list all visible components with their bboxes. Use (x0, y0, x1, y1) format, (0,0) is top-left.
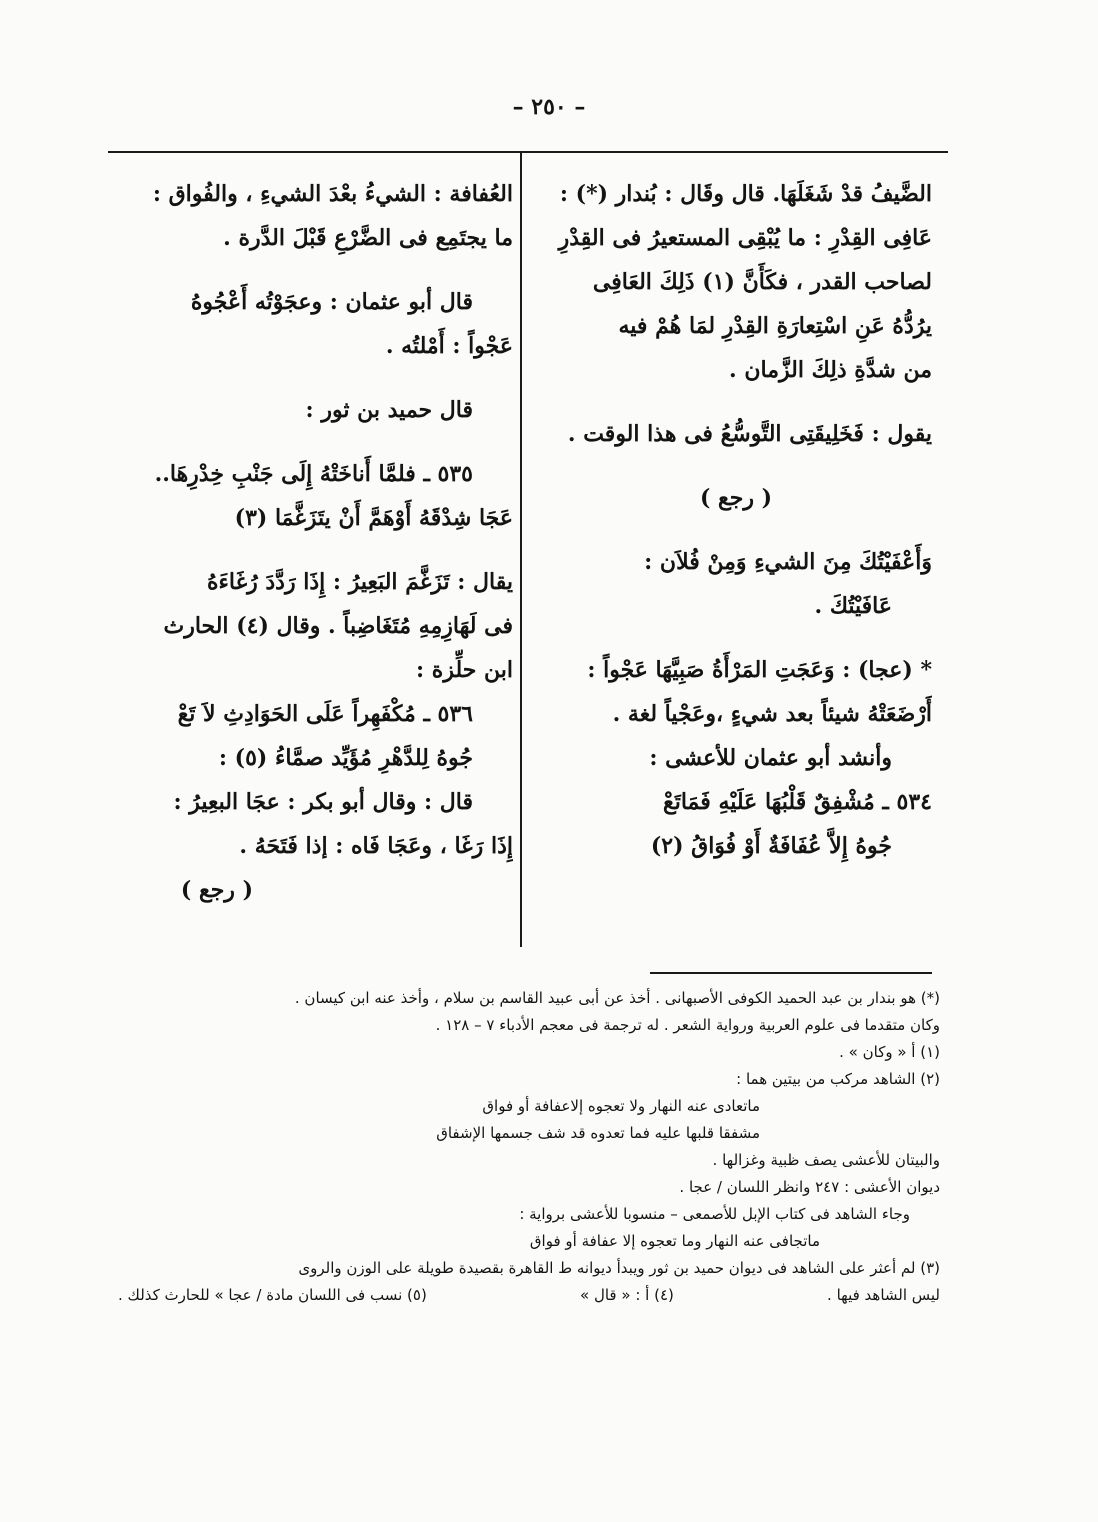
footnote-verse: ماتعادى عنه النهار ولا تعجوه إلاعفافة أو فواق (482, 1097, 760, 1115)
verse-line: جُوهُ لِلدَّهْرِ مُؤَيِّد صمَّاءُ (٥) : (218, 745, 473, 771)
text-line: وَأَعْفَيْتُكَ مِنَ الشيءِ وَمِنْ فُلاَن : (644, 549, 932, 575)
page-number: – ٢٥٠ – (512, 94, 586, 120)
verse-line: عَجَا شِدْقَهُ أَوْهَمَّ أَنْ يتَزَغَّمَا (٣) (234, 505, 513, 531)
text-line: يقال : تَزَغَّمَ البَعِيرُ : إِذَا رَدَّدَ رُغَاءَهُ (207, 569, 513, 595)
section-marker: ( رجع ) (180, 877, 253, 903)
text-line: وأنشد أبو عثمان للأعشى : (649, 745, 892, 771)
section-marker: ( رجع ) (699, 485, 773, 511)
footnote: وجاء الشاهد فى كتاب الإبل للأصمعى – منسوبا للأعشى برواية : (519, 1205, 910, 1223)
column-divider (520, 152, 522, 947)
entry-heading: * (عجا) : وَعَجَتِ المَرْأَةُ صَبِيَّهَا عَجْواً : (587, 657, 932, 683)
text-line: من شدَّةِ ذلِكَ الزَّمان . (729, 357, 932, 383)
footnote-verse: مشفقا قلبها عليه فما تعدوه قد شف جسمها الإشفاق (436, 1124, 760, 1142)
text-line: فى لَهَازِمِهِ مُتَغَاضِباً . وقال (٤) الحارث (163, 613, 513, 639)
header-rule (108, 151, 948, 153)
footnote: (٢) الشاهد مركب من بيتين هما : (736, 1070, 940, 1088)
text-line: إِذَا رَغَا ، وعَجَا فَاه : إذا فَتَحَهُ . (239, 833, 513, 859)
text-line: الضَّيفُ قدْ شَغَلَهَا. قال وقَال : بُندار (*) : (559, 181, 932, 207)
text-line: عَافَيْتُكَ . (814, 593, 892, 619)
text-line: يقول : فَخَلِيقَتِى التَّوسُّعُ فى هذا الوقت . (567, 421, 932, 447)
left-column (118, 172, 513, 912)
footnote: ليس الشاهد فيها . (827, 1286, 940, 1304)
verse-line: ٥٣٦ ـ مُكْفَهِراً عَلَى الحَوَادِثِ لاَ تَعْ (177, 701, 473, 727)
footnote-row (118, 1282, 940, 1309)
text-line: ما يجتَمِع فى الضَّرْعِ قَبْلَ الدَّرة . (223, 225, 513, 251)
text-line: عَافِى القِدْرِ : ما يُبْقِى المستعيرُ فى القِدْرِ (558, 225, 932, 251)
text-line: لصاحب القدر ، فكَأَنَّ (١) ذَلِكَ العَافِى (592, 269, 932, 295)
text-line: يرُدُّهُ عَنِ اسْتِعارَةِ القِدْرِ لمَا هُمْ فيه (618, 313, 932, 339)
footnote: (٣) لم أعثر على الشاهد فى ديوان حميد بن ثور ويبدأ ديوانه ط القاهرة بقصيدة طويلة على الوزن والروى (298, 1259, 940, 1277)
footnote: (١) أ « وكان » . (839, 1043, 940, 1061)
verse-line: جُوهُ إِلاَّ عُفَافَةٌ أَوْ فُوَاقُ (٢) (650, 833, 892, 859)
text-line: قال أبو عثمان : وعجَوْتُه أَعْجُوهُ (190, 289, 473, 315)
text-line: عَجْواً : أَمْلتُه . (385, 333, 513, 359)
footnote: (*) هو بندار بن عبد الحميد الكوفى الأصبهانى . أخذ عن أبى عبيد القاسم بن سلام ، وأخذ عنه ابن كيسان . (294, 989, 940, 1007)
footnote-verse: ماتجافى عنه النهار وما تعجوه إلا عفافة أو فواق (529, 1232, 820, 1250)
verse-line: ٥٣٥ ـ فلمَّا أَناخَتْهُ إِلَى جَنْبِ خِدْرِهَا.. (154, 461, 473, 487)
footnote: ديوان الأعشى : ٢٤٧ وانظر اللسان / عجا . (679, 1178, 940, 1196)
text-line: العُفافة : الشيءُ بعْدَ الشيءِ ، والفُواق : (152, 181, 513, 207)
footnote: والبيتان للأعشى يصف ظبية وغزالها . (712, 1151, 940, 1169)
text-line: أَرْضَعَتْهُ شيئاً بعد شيءٍ ،وعَجْياً لغة . (612, 701, 932, 727)
footnote: وكان متقدما فى علوم العربية ورواية الشعر . له ترجمة فى معجم الأدباء ٧ – ١٢٨ . (435, 1016, 940, 1034)
footnote-rule (650, 972, 932, 974)
right-column (540, 172, 932, 868)
text-line: قال حميد بن ثور : (305, 397, 473, 423)
footnote: (٥) نسب فى اللسان مادة / عجا » للحارث كذلك . (118, 1286, 427, 1304)
verse-line: ٥٣٤ ـ مُشْفِقٌ قَلْبُهَا عَلَيْهِ فَمَاتَعْ (663, 789, 932, 815)
footnotes (118, 985, 940, 1309)
text-line: ابن حلِّزة : (416, 657, 513, 683)
text-line: قال : وقال أبو بكر : عجَا البعِيرُ : (173, 789, 473, 815)
footnote: (٤) أ : « قال » (580, 1286, 674, 1304)
